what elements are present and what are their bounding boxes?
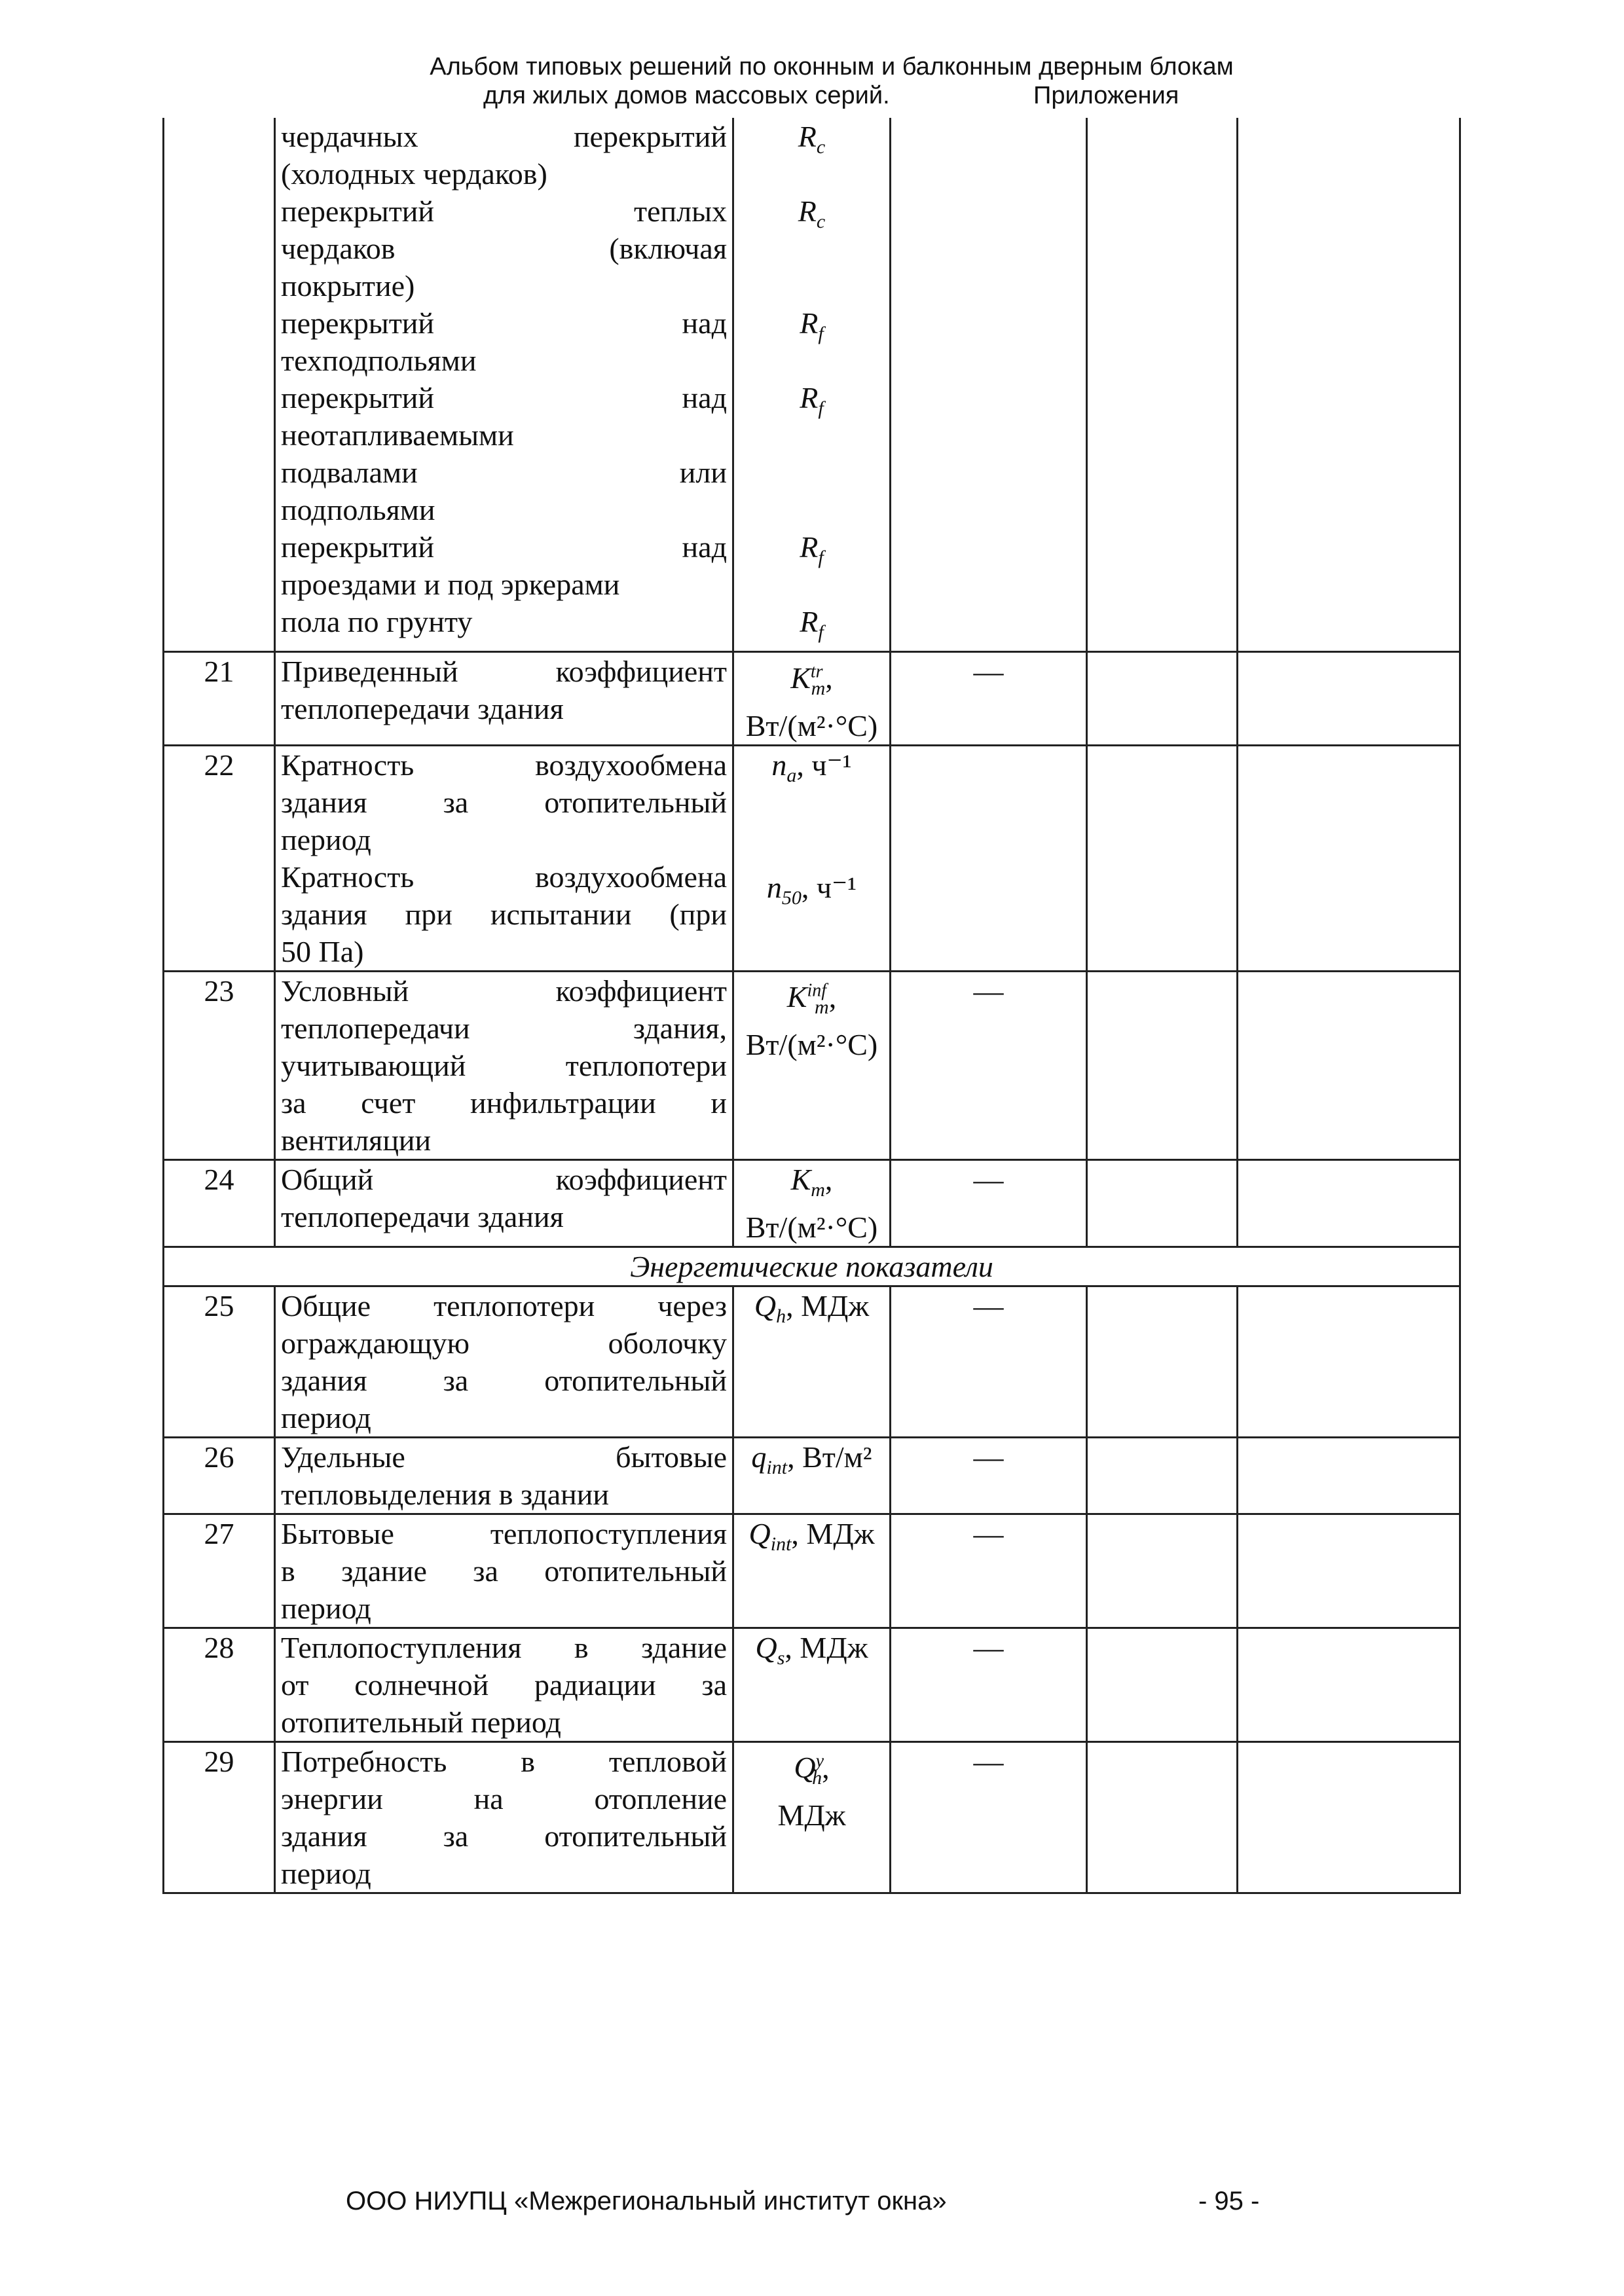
unit: МДж [800,1630,868,1664]
indicator-name-line: теплопередачи здания, [281,1011,727,1045]
symbol-comma: , [796,748,812,782]
value-cell [891,192,1087,304]
indicator-name-line: здания за отопительный [281,785,727,819]
unit-2: ч⁻¹ [816,870,857,904]
indicator-row [164,1741,1460,1893]
value-cell [1238,1159,1460,1247]
symbol-cell [733,1437,891,1514]
indicator-name-line: техподпольями [281,344,477,377]
indicator-name-line: Теплопоступления в здание [281,1630,727,1664]
number-cell [164,304,275,379]
symbol-line [738,746,885,794]
value-cell [1087,1286,1238,1437]
symbol [790,661,826,699]
indicator-name-line: здания за отопительный [281,1819,727,1853]
indicator-row [164,1437,1460,1514]
symbol-gap [738,794,885,869]
symbol-cell [733,603,891,652]
unit: Вт/(м²·°С) [745,1028,878,1062]
symbol-letter: n [771,748,787,782]
value-cell: — [891,1286,1087,1437]
symbol-subscript: c [816,211,826,233]
symbol-line [738,1438,885,1486]
symbol-subscript: m [811,677,826,699]
symbol-cell [733,528,891,603]
indicator-name-line: от солнечной радиации за [281,1667,727,1702]
symbol-subscript: f [818,323,824,345]
indicator-name-line: подвалами или [281,456,727,489]
symbol [755,1630,785,1669]
continuation-row [164,192,1460,304]
symbol-cell [733,652,891,746]
indicators-table [162,118,1461,1894]
indicator-name-line: неотапливаемыми [281,418,514,452]
symbol-subscript: int [766,1457,788,1479]
value-cell [1238,652,1460,746]
unit: Вт/м² [802,1440,872,1474]
value-cell: — [891,1159,1087,1247]
value-cell [891,379,1087,528]
indicator-name-line: учитывающий теплопотери [281,1048,727,1082]
indicator-name-line: здания за отопительный [281,1363,727,1397]
value-cell [1087,652,1238,746]
symbol-letter: K [790,1162,811,1196]
indicator-name-line: пола по грунту [281,605,473,638]
indicator-name-line: перекрытий над [281,306,727,340]
indicator-name-line: (холодных чердаков) [281,157,547,191]
unit: ч⁻¹ [811,748,852,782]
indicator-name [275,118,733,192]
symbol-cell [733,745,891,971]
indicator-name-line: чердачных перекрытий [281,120,727,153]
symbol-line [738,1743,885,1797]
symbol-comma: , [825,661,833,695]
indicator-name-line: перекрытий над [281,530,727,564]
page-number: - 95 - [1198,2187,1260,2215]
indicator-name-line: вентиляции [281,1123,432,1157]
symbol [798,120,826,158]
unit: Вт/(м²·°С) [745,1210,878,1244]
value-cell [1087,304,1238,379]
symbol-comma: , [828,980,837,1014]
indicator-row [164,971,1460,1159]
symbol-cell [733,192,891,304]
indicator-name-line: проездами и под эркерами [281,568,620,601]
indicator-name [275,1628,733,1741]
symbol-subscript: 50 [781,887,802,909]
symbol-comma: , [801,870,817,904]
symbol [751,1440,788,1479]
value-cell [1238,1741,1460,1893]
unit: МДж [806,1516,875,1550]
symbol-subscript: s [777,1647,785,1669]
symbol-subscript: f [818,621,824,644]
number-cell [164,528,275,603]
symbol-cell [733,118,891,192]
symbol [786,980,829,1019]
indicator-name-line: период [281,1591,371,1625]
symbol-comma: , [822,1751,830,1785]
value-cell [1238,1514,1460,1628]
symbol-line-2 [738,869,885,917]
indicator-name [275,304,733,379]
section-row [164,1247,1460,1286]
row-number: 21 [164,652,275,746]
number-cell [164,192,275,304]
symbol-line [738,653,885,707]
row-number: 26 [164,1437,275,1514]
value-cell [1238,379,1460,528]
symbol-letter: R [800,530,819,564]
continuation-row [164,603,1460,652]
row-number: 25 [164,1286,275,1437]
indicator-name-line: перекрытий теплых [281,194,727,228]
value-cell: — [891,1628,1087,1741]
indicator-name-line: 50 Па) [281,934,364,968]
symbol [800,530,824,569]
indicator-name-line: Условный коэффициент [281,974,727,1008]
indicator-name [275,528,733,603]
value-cell [1087,971,1238,1159]
value-cell [1087,192,1238,304]
symbol-subscript: c [816,136,826,158]
row-number: 29 [164,1741,275,1893]
symbol [798,194,826,233]
document-header-line1: Альбом типовых решений по оконным и балконным дверным блокам [430,53,1234,81]
symbol-superscript: tr [810,661,823,682]
indicator-row [164,1159,1460,1247]
symbol-cell [733,971,891,1159]
symbol-letter: R [798,120,817,153]
symbol-letter: R [800,605,819,638]
value-cell: — [891,1437,1087,1514]
symbol-line [738,1629,885,1677]
indicator-name-line: Бытовые теплопоступления [281,1516,727,1550]
value-cell [1238,1286,1460,1437]
symbol-cell [733,1741,891,1893]
indicator-row [164,652,1460,746]
symbol-cell [733,1514,891,1628]
continuation-row [164,304,1460,379]
symbol-cell [733,1628,891,1741]
value-cell [891,745,1087,971]
value-cell [891,304,1087,379]
symbol-superscript: y [815,1751,824,1772]
indicator-name-line: чердаков (включая [281,232,727,265]
indicator-name-line: покрытие) [281,269,415,302]
unit: МДж [801,1288,870,1322]
symbol-cell [733,1159,891,1247]
unit: МДж [777,1798,846,1832]
symbol [800,381,824,420]
symbol-cell [733,1286,891,1437]
row-number: 24 [164,1159,275,1247]
indicator-name-line: Удельные бытовые [281,1440,727,1474]
value-cell [1087,603,1238,652]
symbol-line [738,972,885,1027]
symbol-cell [733,304,891,379]
value-cell [1238,971,1460,1159]
indicator-name-line: ограждающую оболочку [281,1326,727,1360]
indicator-name-line: Приведенный коэффициент [281,655,727,689]
indicator-name [275,971,733,1159]
symbol-comma: , [791,1516,807,1550]
symbol-subscript: m [815,996,829,1019]
indicator-name-line: Кратность воздухообмена [281,860,727,894]
indicator-name-line: Потребность в тепловой [281,1744,727,1778]
row-number: 27 [164,1514,275,1628]
header-appendix: Приложения [1033,82,1179,109]
row-number: 22 [164,745,275,971]
indicator-name-line: Кратность воздухообмена [281,748,727,782]
value-cell [891,603,1087,652]
value-cell [1087,1437,1238,1514]
symbol-letter: q [751,1440,767,1474]
indicator-name-line: Общие теплопотери через [281,1288,727,1322]
indicator-name-line: период [281,822,371,856]
row-number: 23 [164,971,275,1159]
indicator-name [275,379,733,528]
symbol-letter: R [800,306,819,340]
indicator-name [275,1437,733,1514]
value-cell [891,118,1087,192]
symbol-subscript: f [818,397,824,420]
value-cell [1238,528,1460,603]
value-cell [1087,1159,1238,1247]
value-cell: — [891,971,1087,1159]
indicator-name [275,1514,733,1628]
indicator-name-line: за счет инфильтрации и [281,1085,727,1120]
indicator-name-line: теплопередачи здания [281,692,564,726]
value-cell [891,528,1087,603]
indicator-name-line: здания при испытании (при [281,897,727,931]
number-cell [164,603,275,652]
indicator-name-line: подпольями [281,493,435,526]
symbol-letter: n [766,870,782,904]
symbol-letter: Q [754,1288,777,1322]
indicator-name-line: энергии на отопление [281,1781,727,1815]
symbol [771,748,797,786]
indicator-name-line: период [281,1856,371,1890]
symbol [748,1516,792,1556]
symbol-letter: K [786,980,807,1014]
indicator-name [275,1159,733,1247]
value-cell [1087,379,1238,528]
value-cell [1238,1628,1460,1741]
row-number: 28 [164,1628,275,1741]
indicator-name [275,1286,733,1437]
symbol-line [738,1287,885,1335]
symbol-subscript: m [811,1178,825,1201]
symbol-letter: Q [748,1516,771,1550]
indicator-row [164,1628,1460,1741]
symbol [766,870,802,909]
symbol-comma: , [786,1288,802,1322]
symbol-cell [733,379,891,528]
indicator-name-line: теплопередачи здания [281,1199,564,1233]
symbol-subscript: a [786,764,797,786]
section-title: Энергетические показатели [164,1247,1460,1286]
indicator-row [164,745,1460,971]
value-cell [1087,118,1238,192]
indicator-name [275,652,733,746]
value-cell [1238,304,1460,379]
footer-organization: ООО НИУПЦ «Межрегиональный институт окна» [346,2187,947,2215]
value-cell [1087,1628,1238,1741]
indicator-row [164,1514,1460,1628]
indicator-name-line: перекрытий над [281,381,727,414]
symbol-letter: Q [755,1630,777,1664]
number-cell [164,118,275,192]
symbol-subscript: h [776,1305,786,1328]
value-cell [1238,603,1460,652]
indicator-name [275,745,733,971]
symbol [790,1162,825,1201]
symbol [800,605,824,644]
continuation-row [164,379,1460,528]
symbol-letter: Q [794,1751,816,1785]
value-cell: — [891,652,1087,746]
symbol [794,1751,824,1789]
value-cell [1238,192,1460,304]
indicator-name-line: Общий коэффициент [281,1162,727,1196]
value-cell [1087,1741,1238,1893]
continuation-row [164,118,1460,192]
value-cell [1087,1514,1238,1628]
value-cell: — [891,1514,1087,1628]
symbol [800,306,824,345]
symbol-subscript: f [818,547,824,569]
unit: Вт/(м²·°С) [745,708,878,742]
symbol-superscript: inf [807,980,827,1001]
symbol-letter: R [798,194,817,228]
value-cell [1238,1437,1460,1514]
indicator-name-line: отопительный период [281,1705,561,1739]
symbol-comma: , [784,1630,800,1664]
symbol-subscript: int [770,1533,792,1556]
indicator-name [275,1741,733,1893]
value-cell [1087,528,1238,603]
number-cell [164,379,275,528]
symbol-comma: , [824,1162,833,1196]
header-series: для жилых домов массовых серий. [483,82,890,109]
indicator-name-line: период [281,1400,371,1434]
continuation-row [164,528,1460,603]
symbol-letter: R [800,381,819,414]
value-cell [1238,745,1460,971]
symbol-line [738,1515,885,1563]
symbol-line [738,1161,885,1209]
indicator-name [275,603,733,652]
indicator-name-line: в здание за отопительный [281,1554,727,1588]
symbol-letter: K [790,661,811,695]
symbol-comma: , [787,1440,803,1474]
indicator-name [275,192,733,304]
indicator-name-line: тепловыделения в здании [281,1477,610,1511]
symbol [754,1288,786,1328]
value-cell: — [891,1741,1087,1893]
value-cell [1238,118,1460,192]
value-cell [1087,745,1238,971]
indicator-row [164,1286,1460,1437]
symbol-subscript: h [812,1767,822,1789]
